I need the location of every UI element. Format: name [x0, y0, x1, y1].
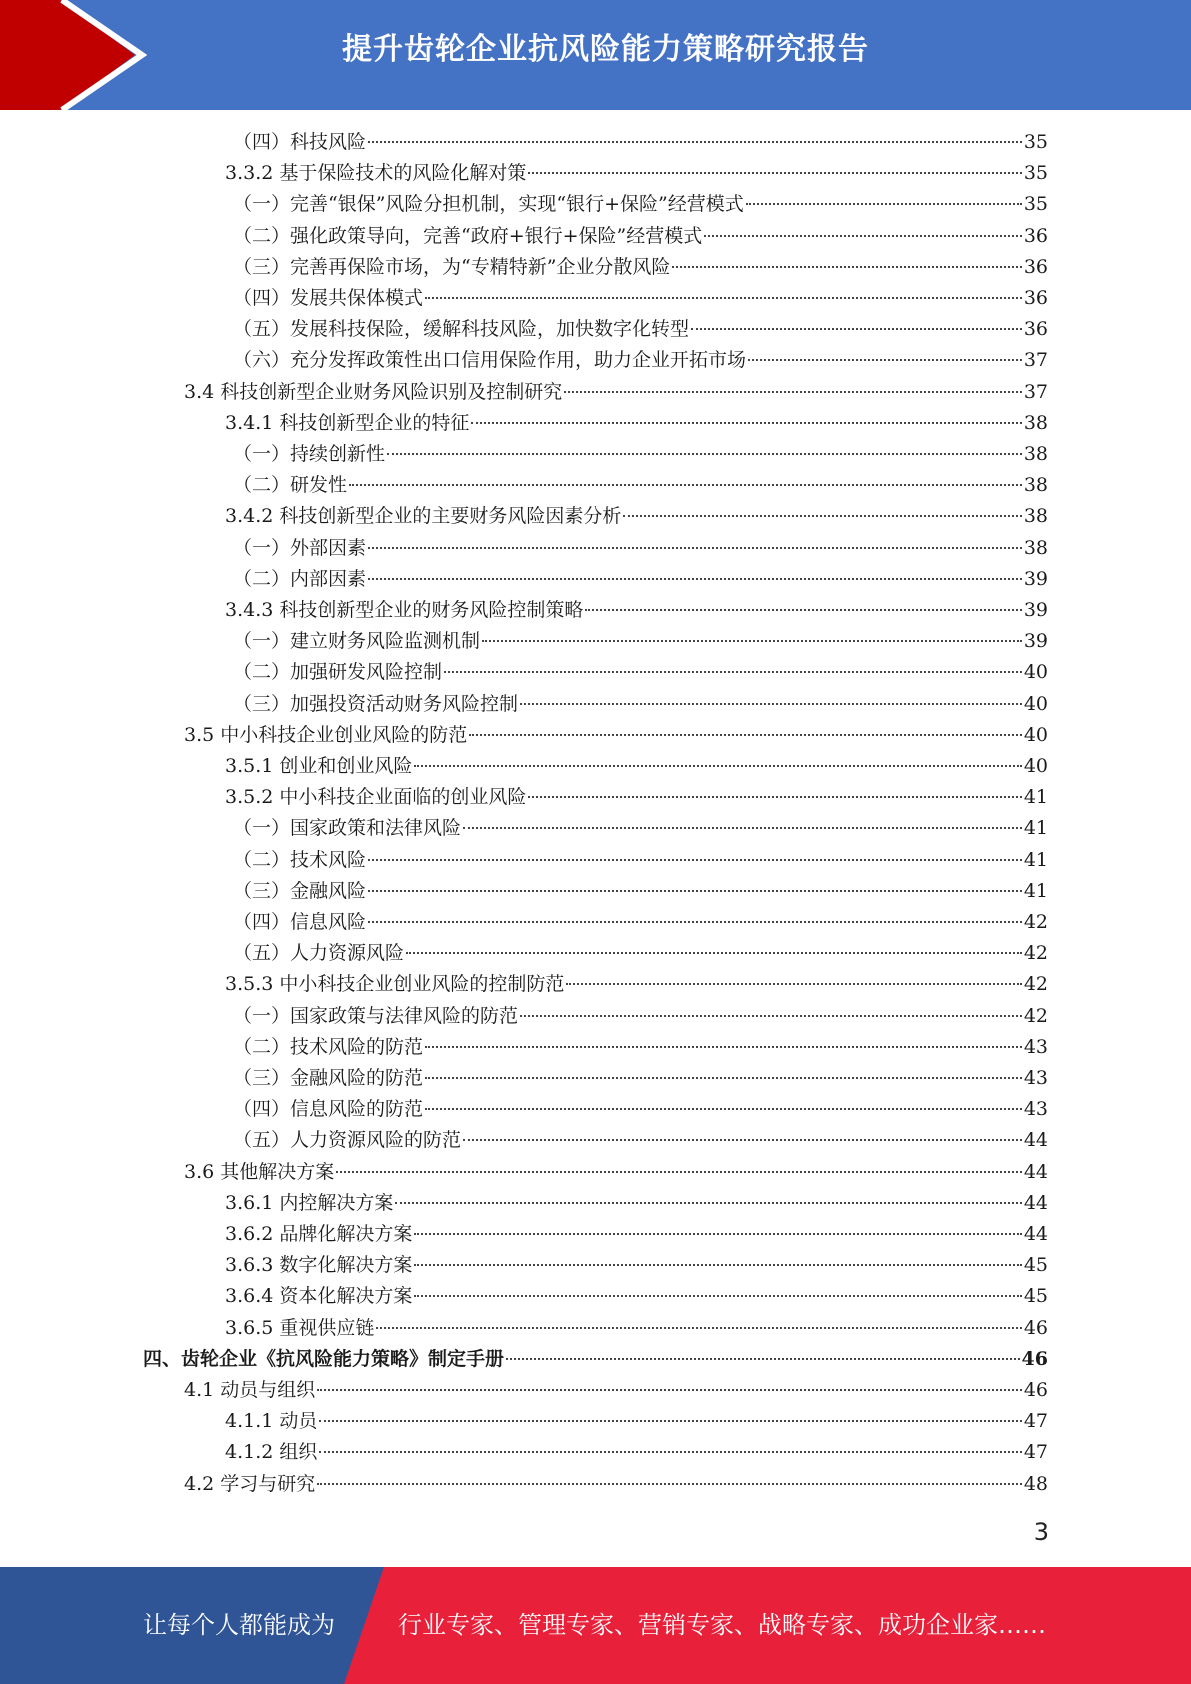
toc-dot-leader: [691, 328, 1022, 330]
toc-dot-leader: [414, 765, 1021, 767]
toc-entry-title: （一）国家政策和法律风险: [233, 817, 462, 839]
toc-entry-title: （六）充分发挥政策性出口信用保险作用，助力企业开拓市场: [233, 349, 747, 371]
toc-dot-leader: [564, 391, 1022, 393]
toc-entry-title: （五）发展科技保险，缓解科技风险，加快数字化转型: [233, 318, 690, 340]
toc-dot-leader: [368, 141, 1022, 143]
toc-entry[interactable]: [233, 1125, 1048, 1156]
toc-dot-leader: [414, 1233, 1021, 1235]
toc-entry-page: 46: [1021, 1348, 1048, 1370]
toc-entry-title: 3.6.1 内控解决方案: [225, 1192, 394, 1214]
toc-dot-leader: [746, 203, 1022, 205]
toc-entry-page: 45: [1023, 1285, 1048, 1307]
toc-entry[interactable]: [225, 751, 1048, 782]
toc-entry[interactable]: [233, 314, 1048, 345]
toc-entry-title: 3.6 其他解决方案: [184, 1161, 335, 1183]
toc-dot-leader: [520, 703, 1022, 705]
toc-entry-title: （二）技术风险: [233, 849, 367, 871]
toc-dot-leader: [528, 172, 1021, 174]
toc-entry[interactable]: [225, 408, 1048, 439]
toc-dot-leader: [463, 1139, 1022, 1141]
toc-dot-leader: [469, 734, 1022, 736]
toc-dot-leader: [368, 921, 1022, 923]
toc-entry-page: 38: [1023, 537, 1048, 559]
toc-entry-page: 48: [1023, 1473, 1048, 1495]
toc-entry-page: 42: [1023, 1005, 1048, 1027]
toc-dot-leader: [368, 859, 1022, 861]
toc-entry-page: 35: [1023, 162, 1048, 184]
toc-entry-page: 40: [1023, 724, 1048, 746]
toc-entry-title: 3.5.1 创业和创业风险: [225, 755, 413, 777]
toc-entry[interactable]: [225, 1250, 1048, 1281]
toc-entry[interactable]: [225, 1188, 1048, 1219]
toc-entry-title: 3.6.2 品牌化解决方案: [225, 1223, 413, 1245]
toc-dot-leader: [528, 796, 1021, 798]
toc-entry-page: 38: [1023, 412, 1048, 434]
toc-entry-title: 4.1.1 动员: [225, 1410, 318, 1432]
toc-dot-leader: [414, 1264, 1021, 1266]
toc-entry-page: 37: [1023, 381, 1048, 403]
toc-entry-page: 43: [1023, 1067, 1048, 1089]
toc-dot-leader: [336, 1171, 1022, 1173]
toc-entry-page: 36: [1023, 318, 1048, 340]
toc-entry[interactable]: [233, 1001, 1048, 1032]
toc-entry-page: 39: [1023, 568, 1048, 590]
toc-entry[interactable]: [233, 1094, 1048, 1125]
toc-entry[interactable]: [233, 689, 1048, 720]
toc-dot-leader: [319, 1451, 1021, 1453]
toc-entry-title: （一）持续创新性: [233, 443, 386, 465]
toc-dot-leader: [368, 547, 1022, 549]
toc-entry-page: 46: [1023, 1317, 1048, 1339]
page-footer: [0, 1567, 1191, 1684]
toc-dot-leader: [368, 578, 1022, 580]
toc-entry-page: 42: [1023, 911, 1048, 933]
toc-entry-title: 4.1 动员与组织: [184, 1379, 316, 1401]
toc-entry[interactable]: [225, 1313, 1048, 1344]
toc-entry-page: 44: [1023, 1192, 1048, 1214]
toc-dot-leader: [368, 890, 1022, 892]
toc-entry[interactable]: [233, 907, 1048, 938]
toc-dot-leader: [425, 1077, 1022, 1079]
toc-entry-title: 4.2 学习与研究: [184, 1473, 316, 1495]
toc-entry-title: 4.1.2 组织: [225, 1441, 318, 1463]
toc-entry-page: 36: [1023, 287, 1048, 309]
toc-entry-title: 3.4.2 科技创新型企业的主要财务风险因素分析: [225, 505, 622, 527]
toc-entry-page: 41: [1023, 817, 1048, 839]
toc-dot-leader: [425, 297, 1022, 299]
toc-entry[interactable]: [233, 439, 1048, 470]
toc-entry[interactable]: [184, 1469, 1048, 1500]
toc-entry[interactable]: [233, 1032, 1048, 1063]
toc-entry-title: 3.5 中小科技企业创业风险的防范: [184, 724, 468, 746]
toc-entry-page: 43: [1023, 1098, 1048, 1120]
toc-entry-title: （四）发展共保体模式: [233, 287, 424, 309]
toc-entry-page: 39: [1023, 599, 1048, 621]
toc-dot-leader: [317, 1483, 1022, 1485]
toc-entry-title: 四、齿轮企业《抗风险能力策略》制定手册: [143, 1348, 505, 1370]
toc-entry-page: 36: [1023, 225, 1048, 247]
toc-entry-page: 42: [1023, 942, 1048, 964]
toc-entry[interactable]: [184, 1157, 1048, 1188]
toc-entry-page: 39: [1023, 630, 1048, 652]
toc-entry-page: 47: [1023, 1410, 1048, 1432]
toc-dot-leader: [463, 827, 1022, 829]
toc-entry[interactable]: [184, 1375, 1048, 1406]
toc-entry-title: 3.6.5 重视供应链: [225, 1317, 375, 1339]
toc-entry-title: 3.4.3 科技创新型企业的财务风险控制策略: [225, 599, 584, 621]
toc-entry-page: 41: [1023, 786, 1048, 808]
footer-slogan-right: 行业专家、管理专家、营销专家、战略专家、成功企业家……: [398, 1611, 1046, 1639]
toc-entry[interactable]: [225, 595, 1048, 626]
page-header: [0, 0, 1191, 110]
toc-entry-title: 3.4 科技创新型企业财务风险识别及控制研究: [184, 381, 563, 403]
toc-dot-leader: [471, 422, 1021, 424]
toc-entry-title: （四）科技风险: [233, 131, 367, 153]
toc-entry-title: （二）内部因素: [233, 568, 367, 590]
toc-entry-page: 38: [1023, 474, 1048, 496]
toc-entry[interactable]: [233, 813, 1048, 844]
toc-entry[interactable]: [233, 876, 1048, 907]
toc-entry-page: 38: [1023, 505, 1048, 527]
toc-entry-title: （三）金融风险: [233, 880, 367, 902]
footer-slogan-left: 让每个人都能成为: [143, 1611, 335, 1639]
toc-entry[interactable]: [233, 189, 1048, 220]
toc-entry-page: 46: [1023, 1379, 1048, 1401]
toc-dot-leader: [520, 1015, 1022, 1017]
toc-entry[interactable]: [184, 720, 1048, 751]
toc-entry-page: 37: [1023, 349, 1048, 371]
toc-entry-title: （一）外部因素: [233, 537, 367, 559]
toc-entry-page: 35: [1023, 131, 1048, 153]
toc-entry-title: （二）技术风险的防范: [233, 1036, 424, 1058]
toc-dot-leader: [444, 671, 1022, 673]
toc-entry-title: 3.6.3 数字化解决方案: [225, 1254, 413, 1276]
toc-entry[interactable]: [233, 564, 1048, 595]
toc-entry-title: （四）信息风险的防范: [233, 1098, 424, 1120]
toc-entry-page: 36: [1023, 256, 1048, 278]
toc-dot-leader: [319, 1420, 1021, 1422]
toc-entry-title: （三）完善再保险市场，为“专精特新”企业分散风险: [233, 256, 671, 278]
toc-dot-leader: [623, 515, 1021, 517]
toc-dot-leader: [425, 1108, 1022, 1110]
toc-entry[interactable]: [233, 1063, 1048, 1094]
toc-entry[interactable]: [225, 1219, 1048, 1250]
toc-entry-title: 3.6.4 资本化解决方案: [225, 1285, 413, 1307]
toc-entry-title: （二）强化政策导向，完善“政府+银行+保险”经营模式: [233, 225, 703, 247]
toc-dot-leader: [414, 1295, 1021, 1297]
toc-entry[interactable]: [233, 470, 1048, 501]
toc-entry-title: （二）加强研发风险控制: [233, 661, 443, 683]
toc-entry-title: （一）完善“银保”风险分担机制，实现“银行+保险”经营模式: [233, 193, 744, 215]
toc-entry-title: 3.5.3 中小科技企业创业风险的控制防范: [225, 973, 565, 995]
toc-entry[interactable]: [225, 501, 1048, 532]
toc-dot-leader: [406, 952, 1022, 954]
toc-dot-leader: [585, 609, 1021, 611]
toc-entry-page: 40: [1023, 693, 1048, 715]
toc-entry-title: （五）人力资源风险: [233, 942, 405, 964]
toc-dot-leader: [317, 1389, 1022, 1391]
toc-entry[interactable]: [225, 1406, 1048, 1437]
header-title: 提升齿轮企业抗风险能力策略研究报告: [342, 32, 869, 67]
toc-entry[interactable]: [233, 283, 1048, 314]
toc-dot-leader: [425, 1046, 1022, 1048]
toc-dot-leader: [395, 1202, 1021, 1204]
toc-dot-leader: [566, 983, 1021, 985]
toc-entry[interactable]: [225, 1437, 1048, 1468]
toc-entry[interactable]: [225, 1281, 1048, 1312]
toc-entry-page: 44: [1023, 1129, 1048, 1151]
toc-entry-title: （一）国家政策与法律风险的防范: [233, 1005, 519, 1027]
toc-entry[interactable]: [233, 938, 1048, 969]
toc-entry-page: 41: [1023, 880, 1048, 902]
toc-dot-leader: [506, 1358, 1020, 1360]
toc-entry[interactable]: [233, 127, 1048, 158]
toc-entry[interactable]: [233, 221, 1048, 252]
toc-entry[interactable]: [225, 782, 1048, 813]
toc-entry-title: 3.5.2 中小科技企业面临的创业风险: [225, 786, 527, 808]
toc-entry-title: （二）研发性: [233, 474, 348, 496]
toc-dot-leader: [349, 484, 1022, 486]
toc-entry-page: 41: [1023, 849, 1048, 871]
toc-entry-title: （四）信息风险: [233, 911, 367, 933]
toc-entry-page: 43: [1023, 1036, 1048, 1058]
toc-entry[interactable]: [184, 377, 1048, 408]
toc-dot-leader: [482, 640, 1022, 642]
toc-entry-page: 47: [1023, 1441, 1048, 1463]
toc-entry-page: 35: [1023, 193, 1048, 215]
toc-entry-page: 44: [1023, 1223, 1048, 1245]
page-number: 3: [1033, 1518, 1049, 1546]
toc-dot-leader: [376, 1327, 1021, 1329]
toc-entry[interactable]: [233, 657, 1048, 688]
toc-dot-leader: [748, 359, 1022, 361]
toc-entry-title: （三）加强投资活动财务风险控制: [233, 693, 519, 715]
toc-entry-title: （一）建立财务风险监测机制: [233, 630, 481, 652]
toc-entry[interactable]: [233, 252, 1048, 283]
toc-entry-title: 3.3.2 基于保险技术的风险化解对策: [225, 162, 527, 184]
toc-entry-page: 40: [1023, 755, 1048, 777]
toc-entry-title: （三）金融风险的防范: [233, 1067, 424, 1089]
toc-entry-title: （五）人力资源风险的防范: [233, 1129, 462, 1151]
toc-entry[interactable]: [233, 345, 1048, 376]
toc-entry[interactable]: [225, 969, 1048, 1000]
toc-entry-title: 3.4.1 科技创新型企业的特征: [225, 412, 470, 434]
toc-entry[interactable]: [143, 1344, 1048, 1375]
toc-entry[interactable]: [233, 626, 1048, 657]
toc-entry-page: 44: [1023, 1161, 1048, 1183]
toc-entry-page: 45: [1023, 1254, 1048, 1276]
toc-entry-page: 42: [1023, 973, 1048, 995]
toc-entry[interactable]: [225, 158, 1048, 189]
toc-dot-leader: [672, 266, 1021, 268]
toc-entry-page: 40: [1023, 661, 1048, 683]
toc-dot-leader: [387, 453, 1022, 455]
toc-entry[interactable]: [233, 533, 1048, 564]
toc-entry[interactable]: [233, 845, 1048, 876]
toc-entry-page: 38: [1023, 443, 1048, 465]
toc-dot-leader: [704, 235, 1022, 237]
